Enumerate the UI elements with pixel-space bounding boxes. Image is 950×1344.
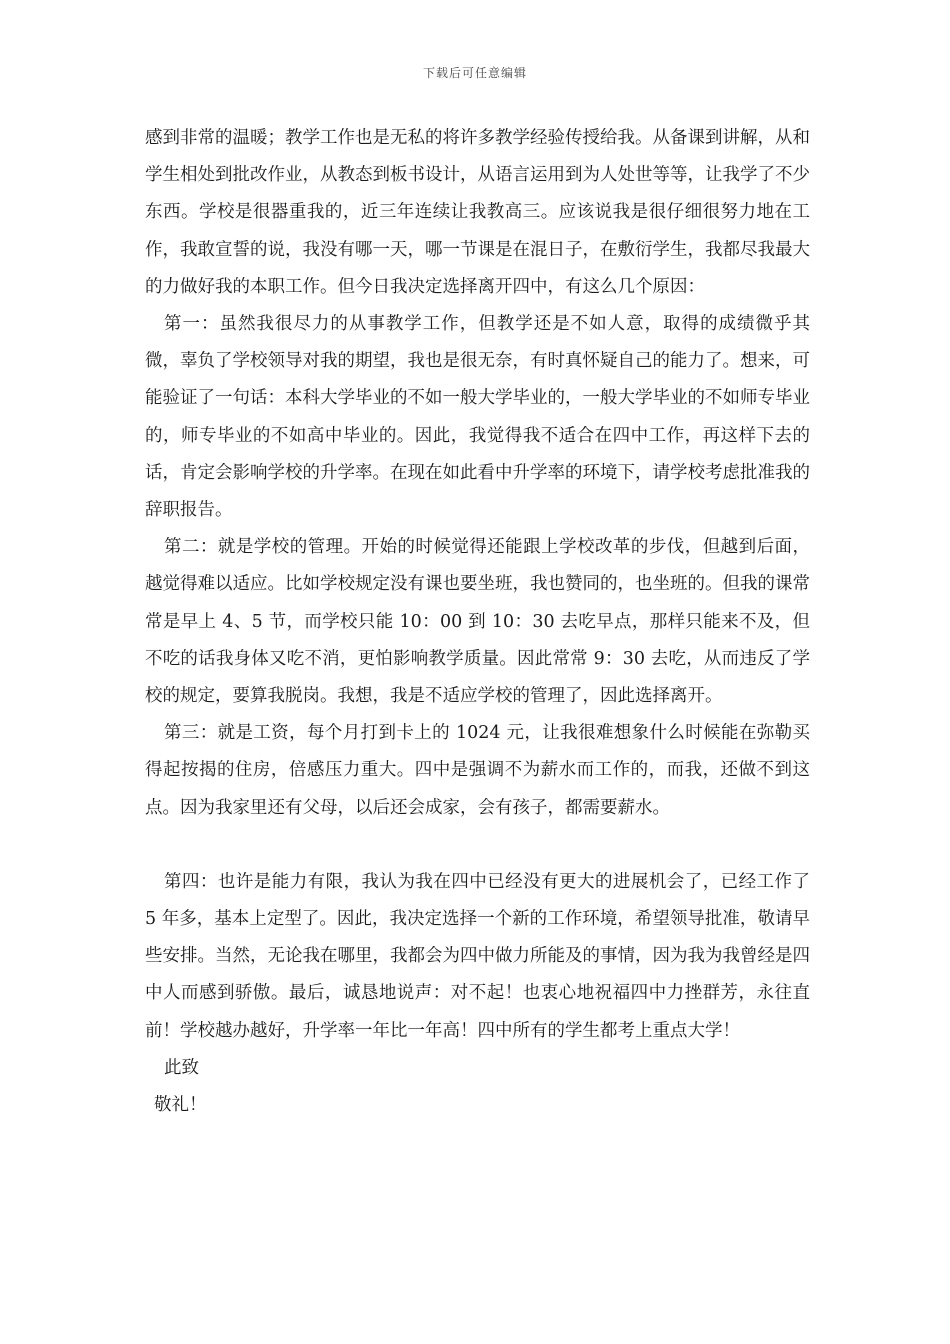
page-header-note: 下载后可任意编辑 bbox=[422, 66, 527, 80]
letter-body bbox=[145, 120, 810, 1124]
paragraph-reason-2: 第二：就是学校的管理。开始的时候觉得还能跟上学校改革的步伐，但越到后面，越觉得难以适应。比如学校规定没有课也要坐班，我也赞同的，也坐班的。但我的课常常是早上 4、5 节，而学校只能 10：00 到 10：30 去吃早点，那样只能来不及，但不吃的话我身体又吃不消，更怕影响教学质量。因此常常 9：30 去吃，从而违反了学校的规定，要算我脱岗。我想，我是不适应学校的管理了，因此选择离开。 bbox=[145, 537, 810, 707]
closing-salutation: 此致 bbox=[164, 1057, 199, 1078]
paragraph-intro: 感到非常的温暖；教学工作也是无私的将许多教学经验传授给我。从备课到讲解，从和学生相处到批改作业，从教态到板书设计，从语言运用到为人处世等等，让我学了不少东西。学校是很器重我的，近三年连续让我教高三。应该说我是很仔细很努力地在工作，我敢宣誓的说，我没有哪一天，哪一节课是在混日子，在敷衍学生，我都尽我最大的力做好我的本职工作。但今日我决定选择离开四中，有这么几个原因： bbox=[145, 128, 810, 297]
paragraph-reason-1: 第一：虽然我很尽力的从事教学工作，但教学还是不如人意，取得的成绩微乎其微，辜负了学校领导对我的期望，我也是很无奈，有时真怀疑自己的能力了。想来，可能验证了一句话：本科大学毕业的不如一般大学毕业的，一般大学毕业的不如师专毕业的，师专毕业的不如高中毕业的。因此，我觉得我不适合在四中工作，再这样下去的话，肯定会影响学校的升学率。在现在如此看中升学率的环境下，请学校考虑批准我的辞职报告。 bbox=[145, 314, 810, 521]
paragraph-reason-3: 第三：就是工资，每个月打到卡上的 1024 元，让我很难想象什么时候能在弥勒买得起按揭的住房，倍感压力重大。四中是强调不为薪水而工作的，而我，还做不到这点。因为我家里还有父母，以后还会成家，会有孩子，都需要薪水。 bbox=[145, 723, 810, 818]
paragraph-reason-4: 第四：也许是能力有限，我认为我在四中已经没有更大的进展机会了，已经工作了 5 年多，基本上定型了。因此，我决定选择一个新的工作环境，希望领导批准，敬请早些安排。当然，无论我在哪里，我都会为四中做力所能及的事情，因为我为我曾经是四中人而感到骄傲。最后，诚恳地说声：对不起！也衷心地祝福四中力挫群芳，永往直前！学校越办越好，升学率一年比一年高！四中所有的学生都考上重点大学！ bbox=[145, 871, 810, 1041]
paragraph-spacer bbox=[145, 827, 810, 864]
closing-regards: 敬礼！ bbox=[154, 1095, 207, 1116]
